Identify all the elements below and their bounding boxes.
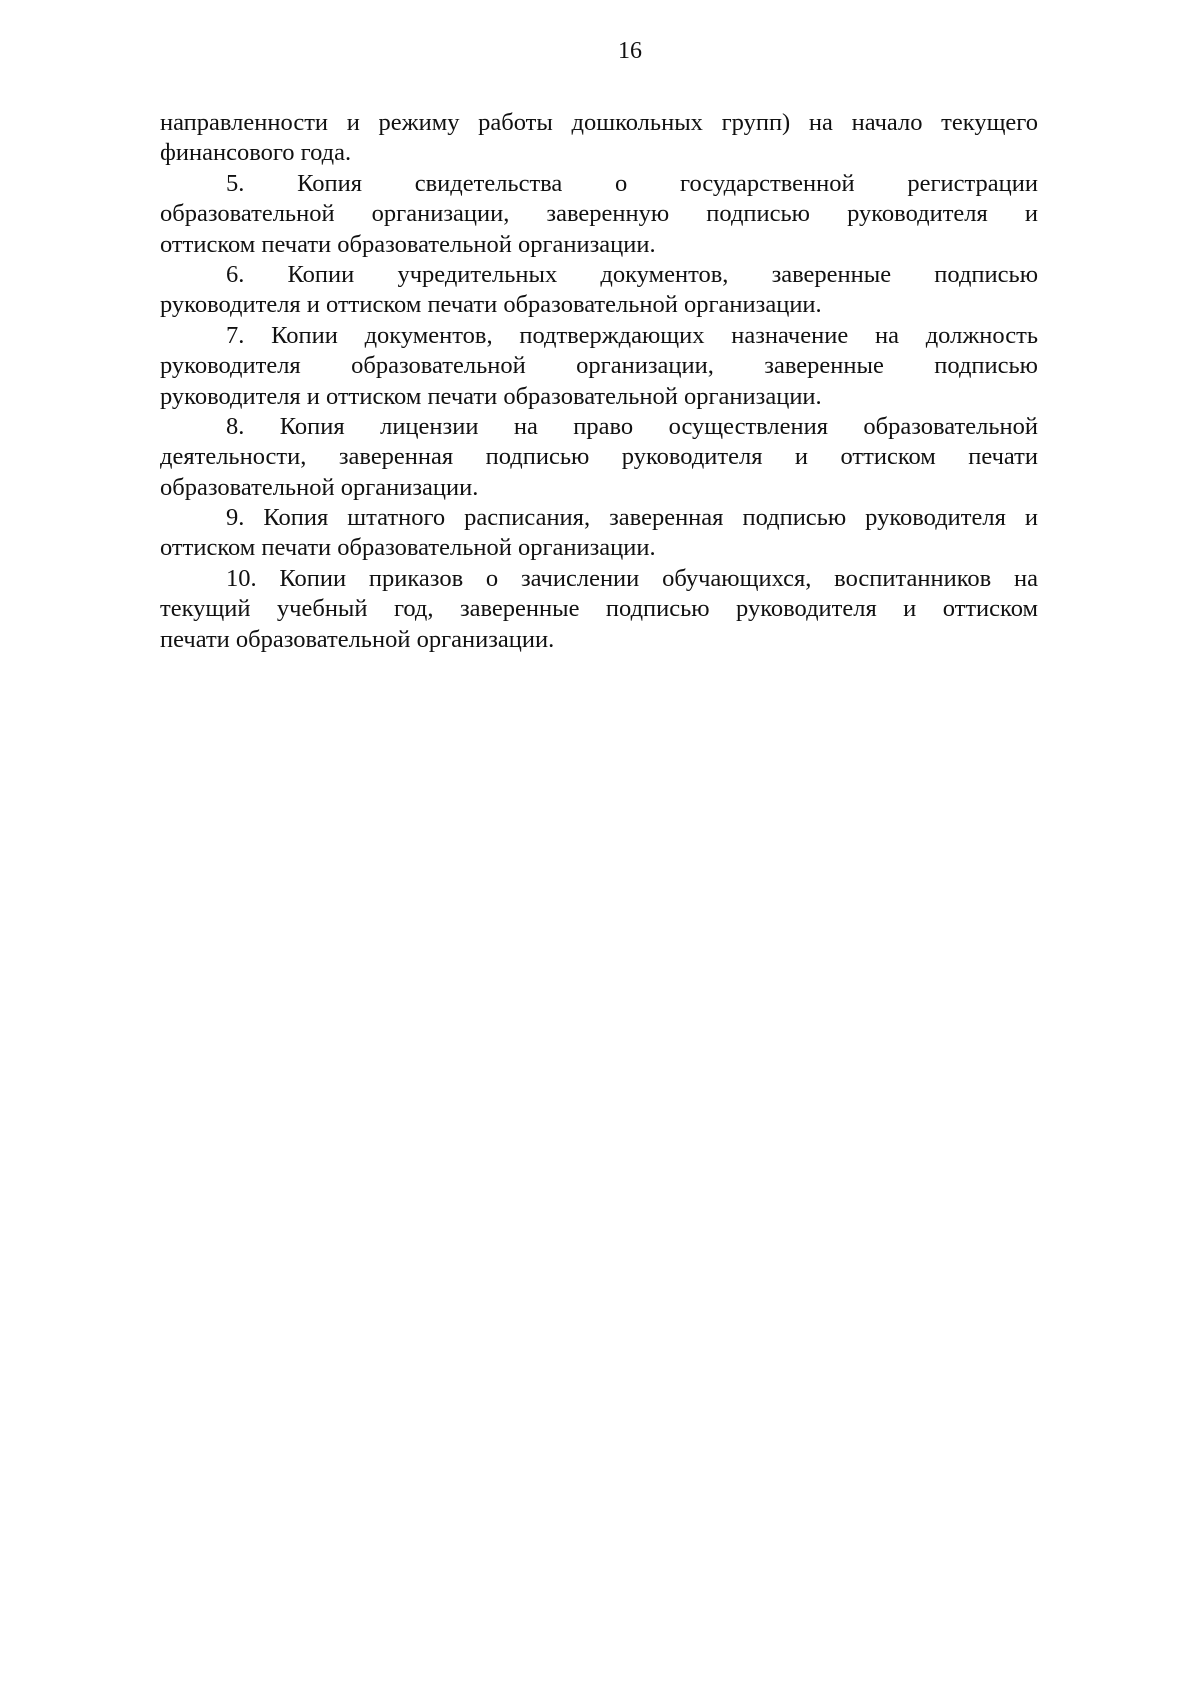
text-line: руководителя образовательной организации, заверенные подписью: [160, 352, 1038, 380]
text-line: оттиском печати образовательной организации.: [160, 230, 656, 258]
paragraph: [160, 108, 1038, 169]
text-line: образовательной организации.: [160, 473, 479, 501]
text-line: 9. Копия штатного расписания, заверенная подписью руководителя и: [226, 504, 1038, 532]
paragraph: [160, 564, 1038, 655]
page-number: 16: [618, 38, 642, 64]
text-line: деятельности, заверенная подписью руководителя и оттиском печати: [160, 443, 1038, 471]
text-line: 8. Копия лицензии на право осуществления образовательной: [226, 412, 1038, 440]
text-line: 7. Копии документов, подтверждающих назначение на должность: [226, 321, 1038, 349]
text-line: направленности и режиму работы дошкольных групп) на начало текущего: [160, 109, 1038, 136]
text-line: печати образовательной организации.: [160, 625, 555, 653]
text-line: оттиском печати образовательной организации.: [160, 534, 656, 562]
text-line: финансового года.: [160, 139, 352, 167]
text-line: 6. Копии учредительных документов, заверенные подписью: [226, 260, 1038, 288]
document-body: [160, 108, 1038, 655]
text-line: 5. Копия свидетельства о государственной регистрации: [226, 169, 1038, 197]
text-line: руководителя и оттиском печати образовательной организации.: [160, 291, 822, 319]
paragraph: [160, 260, 1038, 321]
text-line: руководителя и оттиском печати образовательной организации.: [160, 382, 822, 410]
paragraph: [160, 321, 1038, 412]
text-line: 10. Копии приказов о зачислении обучающихся, воспитанников на: [226, 564, 1038, 592]
paragraph: [160, 503, 1038, 564]
text-line: текущий учебный год, заверенные подписью руководителя и оттиском: [160, 595, 1038, 623]
text-line: образовательной организации, заверенную подписью руководителя и: [160, 200, 1038, 228]
paragraph: [160, 412, 1038, 503]
paragraph: [160, 169, 1038, 260]
